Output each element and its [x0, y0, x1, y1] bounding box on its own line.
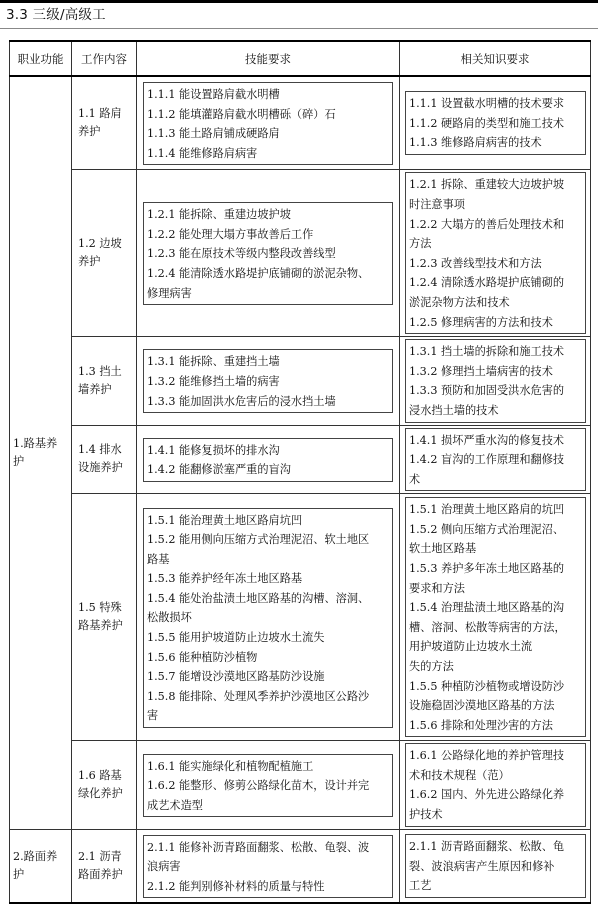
skill-line: 1.3.2 能维修挡土墙的病害 — [147, 375, 280, 389]
knowledge-line: 1.5.2 侧向压缩方式治理泥沼、 — [409, 522, 565, 536]
knowledge-cell — [400, 337, 591, 425]
knowledge-line: 术和技术规程（范） — [409, 768, 510, 782]
heading-underline — [0, 28, 598, 29]
skill-cell — [137, 170, 400, 337]
knowledge-frame — [405, 428, 586, 492]
skill-line: 成艺术造型 — [147, 798, 203, 812]
skill-cell — [137, 337, 400, 425]
skill-cell — [137, 829, 400, 903]
skill-line: 1.5.6 能种植防沙植物 — [147, 650, 258, 664]
knowledge-line: 护技术 — [409, 808, 443, 822]
header-function: 职业功能 — [10, 41, 72, 76]
work-cell — [72, 741, 137, 829]
knowledge-frame — [405, 834, 586, 898]
header-knowledge-requirements: 相关知识要求 — [400, 41, 591, 76]
knowledge-line: 时注意事项 — [409, 197, 465, 211]
knowledge-line: 1.2.3 改善线型技术和方法 — [409, 256, 542, 270]
function-label-line: 护 — [13, 454, 25, 468]
header-work-content: 工作内容 — [72, 41, 137, 76]
knowledge-cell — [400, 741, 591, 829]
knowledge-line: 1.1.2 硬路肩的类型和施工技术 — [409, 116, 565, 130]
table-row — [10, 170, 591, 337]
knowledge-line: 1.2.4 清除透水路堤护底铺砌的 — [409, 276, 565, 290]
skill-line: 害 — [147, 709, 159, 723]
skill-line: 1.5.5 能用护坡道防止边坡水土流失 — [147, 631, 325, 645]
skill-cell — [137, 741, 400, 829]
knowledge-cell — [400, 425, 591, 494]
knowledge-frame — [405, 339, 586, 422]
knowledge-line: 1.1.1 设置截水明槽的技术要求 — [409, 97, 565, 111]
work-label-line: 养护 — [78, 255, 101, 269]
work-cell — [72, 170, 137, 337]
knowledge-frame — [405, 91, 586, 155]
skill-line: 1.2.4 能清除透水路堤护底铺砌的淤泥杂物、 — [147, 267, 370, 281]
skill-line: 1.6.1 能实施绿化和植物配植施工 — [147, 759, 314, 773]
table-row — [10, 494, 591, 741]
skill-line: 1.3.3 能加固洪水危害后的浸水挡土墙 — [147, 394, 336, 408]
knowledge-cell — [400, 76, 591, 170]
knowledge-line: 1.2.2 大塌方的善后处理技术和 — [409, 217, 565, 231]
work-label-line: 1.4 排水 — [78, 443, 122, 457]
table-row — [10, 741, 591, 829]
skill-frame — [143, 508, 393, 729]
knowledge-line: 1.5.3 养护多年冻土地区路基的 — [409, 562, 565, 575]
knowledge-line: 1.4.1 损坏严重水沟的修复技术 — [409, 433, 565, 447]
knowledge-line: 工艺 — [409, 879, 432, 893]
skill-frame — [143, 754, 393, 818]
knowledge-cell — [400, 170, 591, 337]
skill-line: 1.2.2 能处理大塌方事故善后工作 — [147, 227, 314, 241]
knowledge-frame — [405, 497, 586, 737]
work-label-line: 1.5 特殊 — [78, 601, 122, 615]
skill-line: 1.5.4 能处治盐渍土地区路基的沟槽、溶洞、 — [147, 591, 370, 605]
skill-line: 1.2.1 能拆除、重建边坡护坡 — [147, 208, 291, 222]
knowledge-line: 1.5.1 治理黄土地区路肩的坑凹 — [409, 503, 565, 517]
work-cell — [72, 76, 137, 170]
skill-line: 1.1.4 能维修路肩病害 — [147, 146, 258, 160]
skill-line: 1.5.3 能养护经年冻土地区路基 — [147, 572, 303, 586]
skill-cell — [137, 425, 400, 494]
work-label-line: 1.3 挡土 — [78, 364, 122, 378]
skill-frame — [143, 438, 393, 482]
top-rule — [0, 0, 598, 3]
work-label-line: 路基养护 — [78, 619, 123, 633]
skill-line: 1.5.1 能治理黄土地区路肩坑凹 — [147, 513, 303, 527]
skill-line: 2.1.2 能判别修补材料的质量与特性 — [147, 879, 325, 893]
work-label-line: 绿化养护 — [78, 786, 123, 800]
knowledge-line: 设施稳固沙漠地区路基的方法 — [409, 699, 555, 713]
table-row — [10, 337, 591, 425]
work-label-line: 1.6 路基 — [78, 768, 122, 782]
knowledge-line: 槽、溶洞、松散等病害的方法， — [409, 620, 566, 634]
table-row — [10, 829, 591, 903]
work-label-line: 设施养护 — [78, 461, 123, 475]
knowledge-line: 术 — [409, 472, 421, 486]
skill-line: 路基 — [147, 552, 170, 566]
knowledge-line: 淤泥杂物方法和技术 — [409, 295, 510, 309]
knowledge-line: 裂、波浪病害产生原因和修补 — [409, 859, 555, 873]
work-label-line: 墙养护 — [78, 382, 112, 396]
knowledge-line: 失的方法 — [409, 659, 454, 673]
table-row — [10, 76, 591, 170]
table-row — [10, 425, 591, 494]
knowledge-frame — [405, 172, 586, 334]
skill-line: 1.2.3 能在原技术等级内整段改善线型 — [147, 247, 336, 261]
table-header-row — [10, 41, 591, 76]
skill-line: 1.1.1 能设置路肩截水明槽 — [147, 88, 280, 101]
work-label-line: 1.1 路肩 — [78, 107, 122, 121]
work-cell — [72, 829, 137, 903]
work-cell — [72, 425, 137, 494]
skill-line: 1.5.8 能排除、处理风季养护沙漠地区公路沙 — [147, 689, 370, 703]
knowledge-line: 2.1.1 沥青路面翻浆、松散、龟 — [409, 840, 565, 854]
knowledge-line: 软土地区路基 — [409, 542, 477, 556]
knowledge-line: 1.2.5 修理病害的方法和技术 — [409, 315, 553, 329]
skill-cell — [137, 76, 400, 170]
knowledge-line: 1.4.2 盲沟的工作原理和翻修技 — [409, 453, 565, 467]
function-label-line: 2.路面养 — [13, 850, 58, 864]
skill-line: 1.5.2 能用侧向压缩方式治理泥沼、软土地区 — [147, 533, 370, 547]
work-label-line: 养护 — [78, 125, 101, 139]
skill-line: 1.4.1 能修复损坏的排水沟 — [147, 443, 280, 457]
knowledge-line: 用护坡道防止边坡水土流 — [409, 640, 533, 654]
knowledge-line: 1.3.2 修理挡土墙病害的技术 — [409, 364, 553, 378]
skill-line: 1.5.7 能增设沙漠地区路基防沙设施 — [147, 670, 325, 684]
knowledge-line: 1.6.1 公路绿化地的养护管理技 — [409, 749, 565, 763]
section-heading: 3.3 三级/高级工 — [6, 7, 106, 23]
function-cell-roadbed — [10, 76, 72, 829]
skill-line: 2.1.1 能修补沥青路面翻浆、松散、龟裂、波 — [147, 840, 370, 854]
skill-frame — [143, 82, 393, 165]
header-skill-requirements: 技能要求 — [137, 41, 400, 76]
knowledge-line: 1.6.2 国内、外先进公路绿化养 — [409, 788, 565, 802]
knowledge-line: 1.5.6 排除和处理沙害的方法 — [409, 718, 553, 732]
knowledge-line: 1.5.5 种植防沙植物或增设防沙 — [409, 679, 565, 693]
knowledge-line: 1.1.3 维修路肩病害的技术 — [409, 136, 542, 150]
knowledge-line: 1.3.1 挡土墙的拆除和施工技术 — [409, 345, 565, 359]
work-label-line: 2.1 沥青 — [78, 850, 122, 864]
skill-frame — [143, 202, 393, 305]
skill-line: 1.4.2 能翻修淤塞严重的盲沟 — [147, 463, 291, 477]
skill-cell — [137, 494, 400, 741]
knowledge-cell — [400, 494, 591, 741]
skill-frame — [143, 835, 393, 899]
skill-line: 修理病害 — [147, 286, 192, 300]
function-label-line: 1.路基养 — [13, 436, 58, 450]
knowledge-line: 1.2.1 拆除、重建较大边坡护坡 — [409, 178, 565, 192]
skill-line: 浪病害 — [147, 860, 181, 874]
skill-line: 1.6.2 能整形、修剪公路绿化苗木，设计并完 — [147, 779, 370, 793]
knowledge-line: 1.3.3 预防和加固受洪水危害的 — [409, 384, 565, 398]
knowledge-line: 浸水挡土墙的技术 — [409, 403, 499, 417]
function-label-line: 护 — [13, 868, 25, 882]
knowledge-line: 要求和方法 — [409, 581, 465, 595]
skill-line: 1.3.1 能拆除、重建挡土墙 — [147, 355, 280, 369]
skill-frame — [143, 349, 393, 413]
knowledge-line: 1.5.4 治理盐渍土地区路基的沟 — [409, 601, 565, 615]
knowledge-frame — [405, 743, 586, 826]
work-label-line: 路面养护 — [78, 868, 123, 882]
knowledge-line: 方法 — [409, 237, 432, 251]
function-cell-pavement — [10, 829, 72, 903]
skill-line: 松散损坏 — [147, 611, 192, 625]
requirements-table — [9, 40, 591, 904]
skill-line: 1.1.2 能填灌路肩截水明槽砾（碎）石 — [147, 107, 336, 121]
work-label-line: 1.2 边坡 — [78, 237, 122, 251]
work-cell — [72, 337, 137, 425]
work-cell — [72, 494, 137, 741]
knowledge-cell — [400, 829, 591, 903]
skill-line: 1.1.3 能土路肩铺成硬路肩 — [147, 127, 280, 141]
